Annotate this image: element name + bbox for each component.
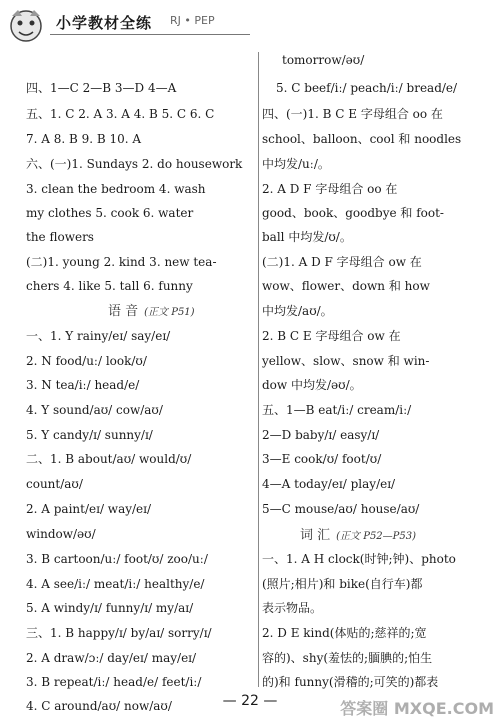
section-heading: 词 汇 xyxy=(300,528,331,543)
answer-line: 7. A 8. B 9. B 10. A xyxy=(26,132,142,146)
answer-line: window/əʊ/ xyxy=(26,527,96,541)
mascot-icon xyxy=(4,6,48,48)
section-title-pronunciation xyxy=(108,300,195,319)
answer-line: 二、1. B about/aʊ/ would/ʊ/ xyxy=(26,452,192,466)
answer-line: 六、(一)1. Sundays 2. do housework xyxy=(26,157,243,171)
answer-line: tomorrow/əʊ/ xyxy=(282,53,365,67)
answer-line: 3. clean the bedroom 4. wash xyxy=(26,182,206,196)
answer-line: 四、1—C 2—B 3—D 4—A xyxy=(26,81,177,95)
answer-line: 中均发/uː/。 xyxy=(262,157,330,171)
answer-line: ball 中均发/ʊ/。 xyxy=(262,230,352,244)
answer-line: 3. B cartoon/uː/ foot/ʊ/ zoo/uː/ xyxy=(26,552,208,566)
answer-line: 五、1—B eat/iː/ cream/iː/ xyxy=(262,403,412,417)
section-page-ref: (正文 P51) xyxy=(144,307,195,318)
answer-line: (二)1. A D F 字母组合 ow 在 xyxy=(262,255,422,269)
book-edition: RJ • PEP xyxy=(170,14,215,27)
answer-line: 2. A draw/ɔː/ day/eɪ/ may/eɪ/ xyxy=(26,651,197,665)
answer-line: 4. A see/iː/ meat/iː/ healthy/e/ xyxy=(26,577,205,591)
answer-line: (二)1. young 2. kind 3. new tea- xyxy=(26,255,217,269)
answer-line: 的)和 funny(滑稽的;可笑的)都表 xyxy=(262,675,439,689)
answer-line: dow 中均发/əʊ/。 xyxy=(262,378,362,392)
answer-line: 表示物品。 xyxy=(262,601,323,615)
answer-line: 2. B C E 字母组合 ow 在 xyxy=(262,329,401,343)
answer-line: 3. B repeat/iː/ head/e/ feet/iː/ xyxy=(26,675,202,689)
answer-line: 五、1. C 2. A 3. A 4. B 5. C 6. C xyxy=(26,107,215,121)
answer-line: 5. Y candy/ɪ/ sunny/ɪ/ xyxy=(26,428,153,442)
answer-line: 2. D E kind(体贴的;慈祥的;宽 xyxy=(262,626,427,640)
answer-line: 2—D baby/ɪ/ easy/ɪ/ xyxy=(262,428,380,442)
section-page-ref: (正文 P52—P53) xyxy=(336,531,417,542)
answer-line: (照片;相片)和 bike(自行车)都 xyxy=(262,577,423,591)
book-title: 小学教材全练 xyxy=(56,14,153,32)
answer-line: 2. A D F 字母组合 oo 在 xyxy=(262,182,398,196)
answer-line: 一、1. Y rainy/eɪ/ say/eɪ/ xyxy=(26,329,171,343)
column-divider xyxy=(258,52,259,687)
answer-line: 4. C around/aʊ/ now/aʊ/ xyxy=(26,699,172,713)
answer-line: 4—A today/eɪ/ play/eɪ/ xyxy=(262,477,396,491)
watermark: 答案圈 MXQE.COM xyxy=(340,699,494,718)
answer-line: 一、1. A H clock(时钟;钟)、photo xyxy=(262,552,456,566)
answer-line: 5. C beef/iː/ peach/iː/ bread/e/ xyxy=(276,81,458,95)
answer-line: 中均发/aʊ/。 xyxy=(262,304,333,318)
header-rule xyxy=(50,34,250,35)
answer-line: wow、flower、down 和 how xyxy=(262,279,430,293)
answer-line: 4. Y sound/aʊ/ cow/aʊ/ xyxy=(26,403,163,417)
answer-line: count/aʊ/ xyxy=(26,477,83,491)
answer-line: 2. A paint/eɪ/ way/eɪ/ xyxy=(26,502,152,516)
answer-line: yellow、slow、snow 和 win- xyxy=(262,354,430,368)
answer-line: school、balloon、cool 和 noodles xyxy=(262,132,462,146)
section-heading: 语 音 xyxy=(108,304,139,319)
answer-line: good、book、goodbye 和 foot- xyxy=(262,206,444,220)
answer-line: 三、1. B happy/ɪ/ by/aɪ/ sorry/ɪ/ xyxy=(26,626,212,640)
answer-line: 2. N food/uː/ look/ʊ/ xyxy=(26,354,147,368)
answer-line: 容的)、shy(羞怯的;腼腆的;怕生 xyxy=(262,651,433,665)
answer-line: 5—C mouse/aʊ/ house/aʊ/ xyxy=(262,502,420,516)
section-title-vocabulary xyxy=(300,524,416,543)
answer-line: the flowers xyxy=(26,230,94,244)
page-header xyxy=(0,0,270,58)
answer-line: 3. N tea/iː/ head/e/ xyxy=(26,378,140,392)
answer-line: 3—E cook/ʊ/ foot/ʊ/ xyxy=(262,452,382,466)
answer-line: chers 4. like 5. tall 6. funny xyxy=(26,279,193,293)
answer-line: 5. A windy/ɪ/ funny/ɪ/ my/aɪ/ xyxy=(26,601,194,615)
page-number: — 22 — xyxy=(222,693,278,709)
answer-line: my clothes 5. cook 6. water xyxy=(26,206,194,220)
answer-line: 四、(一)1. B C E 字母组合 oo 在 xyxy=(262,107,443,121)
